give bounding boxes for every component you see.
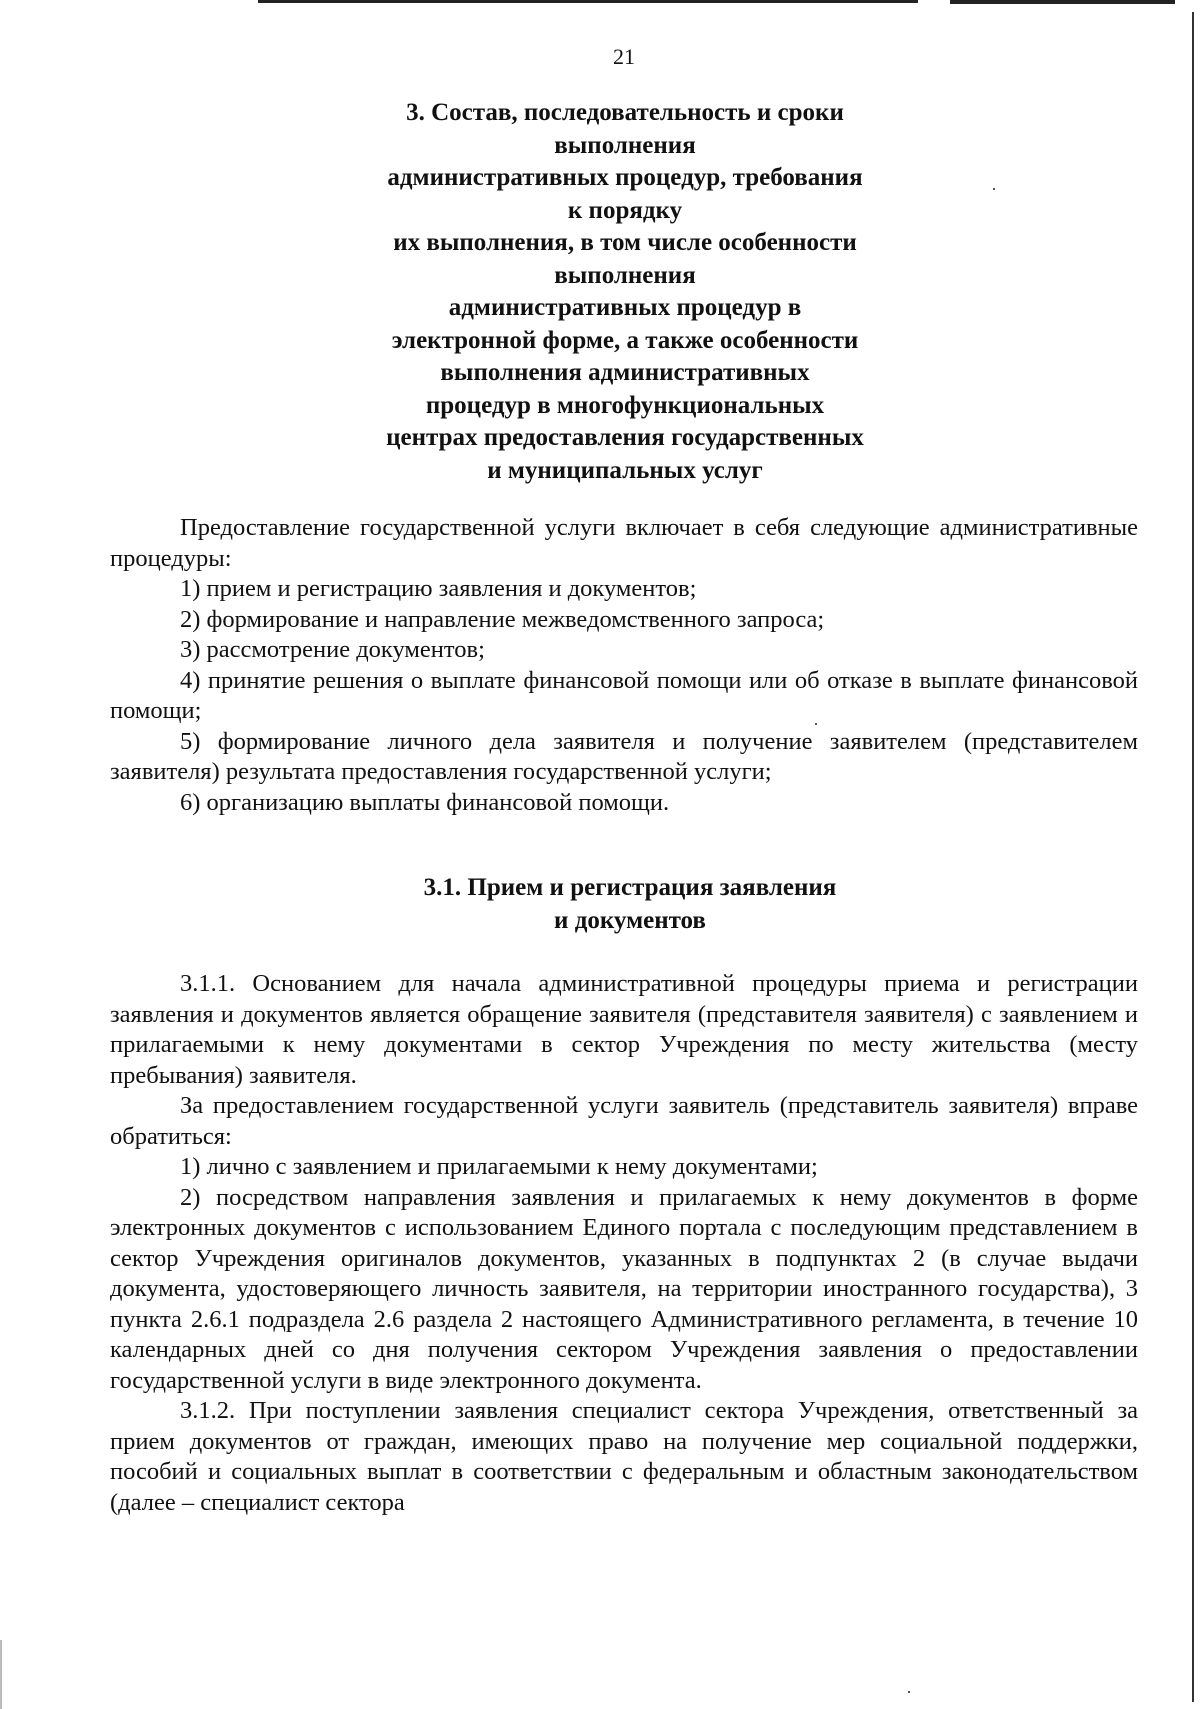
heading-line: выполнения: [554, 261, 696, 289]
paragraph: 3.1.1. Основанием для начала административной процедуры приема и регистрации заявления и документов является обращение заявителя (представителя заявителя) с заявлением и прилагаемыми к нему документами в сектор Учреждения по месту жительства (месту пребывания) заявителя.: [110, 970, 1138, 1089]
scan-speck: [993, 188, 995, 190]
paragraph: 3.1.2. При поступлении заявления специалист сектора Учреждения, ответственный за прием документов от граждан, имеющих право на получение мер социальной поддержки, пособий и социальных выплат в соответствии с федеральным и областным законодательством (далее – специалист сектора: [110, 1397, 1138, 1516]
scan-edge-top-right: [950, 0, 1175, 4]
heading-line: их выполнения, в том числе особенности: [393, 229, 857, 256]
scan-edge-right: [1192, 12, 1194, 1702]
heading-line: и документов: [554, 906, 706, 934]
procedure-item: 1) прием и регистрацию заявления и документов;: [180, 575, 697, 602]
intro-paragraph: Предоставление государственной услуги включает в себя следующие административные процедуры:: [110, 514, 1138, 572]
heading-line: и муниципальных услуг: [487, 456, 763, 484]
section-3-1-heading: [360, 872, 900, 937]
section-3-1-body: [110, 969, 1138, 1518]
heading-line: к порядку: [567, 196, 683, 224]
page-number: 21: [613, 44, 635, 69]
scan-speck: [908, 1691, 910, 1693]
heading-line: 3. Состав, последовательность и сроки: [406, 99, 844, 126]
section-3-body: [110, 513, 1138, 818]
paragraph: За предоставлением государственной услуги заявитель (представитель заявителя) вправе обратиться:: [110, 1092, 1138, 1150]
heading-line: административных процедур, требования: [387, 164, 863, 191]
procedure-item: 4) принятие решения о выплате финансовой помощи или об отказе в выплате финансовой помощи;: [110, 666, 1138, 724]
paragraph: 1) лично с заявлением и прилагаемыми к нему документами;: [180, 1153, 818, 1180]
paragraph: 2) посредством направления заявления и прилагаемых к нему документов в форме электронных документов с использованием Единого портала с последующим представлением в сектор Учреждения оригиналов документов, указанных в подпунктах 2 (в случае выдачи документа, удостоверяющего личность заявителя, на территории иностранного государства), 3 пункта 2.6.1 подраздела 2.6 раздела 2 настоящего Административного регламента, в течение 10 календарных дней со дня получения сектором Учреждения заявления о предоставлении государственной услуги в виде электронного документа.: [110, 1183, 1138, 1394]
procedure-item: 2) формирование и направление межведомственного запроса;: [180, 605, 825, 633]
heading-line: процедур в многофункциональных: [425, 391, 825, 419]
section-3-heading: [310, 97, 940, 487]
procedure-item: 3) рассмотрение документов;: [180, 636, 485, 663]
scan-edge-top: [258, 0, 918, 3]
heading-line: выполнения административных: [440, 359, 810, 386]
procedure-item: 6) организацию выплаты финансовой помощи.: [180, 788, 670, 816]
heading-line: административных процедур в: [448, 294, 802, 321]
heading-line: выполнения: [554, 131, 696, 159]
heading-line: 3.1. Прием и регистрация заявления: [423, 874, 837, 901]
heading-line: центрах предоставления государственных: [386, 424, 864, 451]
heading-line: электронной форме, а также особенности: [391, 326, 859, 354]
scan-edge-left: [0, 1640, 2, 1709]
procedure-item: 5) формирование личного дела заявителя и получение заявителем (представителем заявителя) результата предоставления государственной услуги;: [110, 727, 1138, 785]
